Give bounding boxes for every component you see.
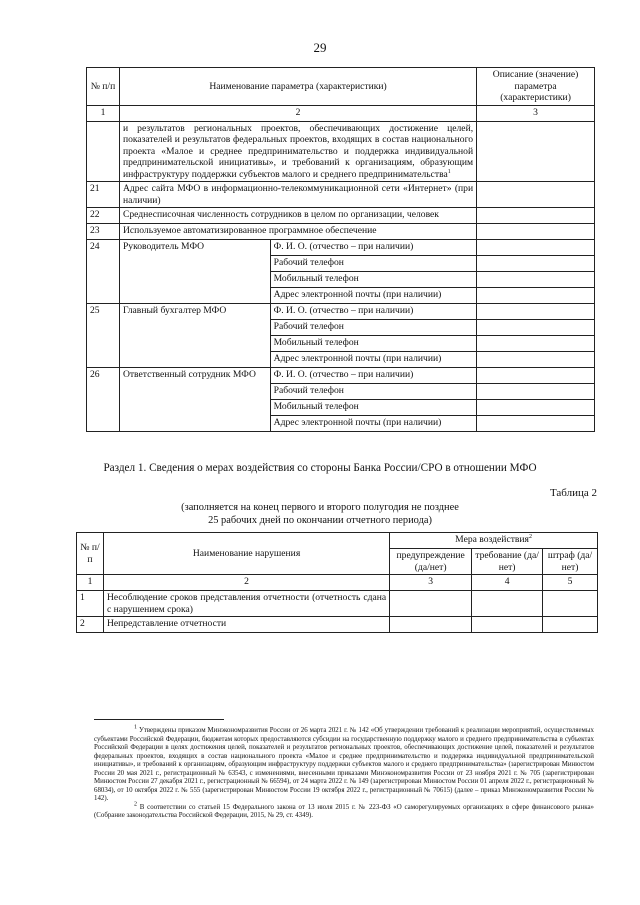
header-demand: требование (да/нет)	[472, 549, 543, 575]
value-cell	[477, 272, 595, 288]
field-cell: Ф. И. О. (отчество – при наличии)	[270, 368, 476, 384]
value-cell	[477, 416, 595, 432]
field-cell: Адрес электронной почты (при наличии)	[270, 416, 476, 432]
field-cell: Мобильный телефон	[270, 336, 476, 352]
table1-header-row	[87, 68, 595, 106]
continuation-text: и результатов региональных проектов, обеспечивающих достижение целей, показателей и результатов федеральных проектов, входящих в состав национального проекта «Малое и среднее предпринимательство и поддержка индивидуальной предпринимательской инициативы», и требований к организациям, образующим инфраструктуру поддержки субъектов малого и среднего предпринимательства	[122, 122, 474, 180]
header-warning: предупреждение (да/нет)	[390, 549, 472, 575]
header-name: Наименование параметра (характеристики)	[119, 68, 476, 106]
table2-index-row	[77, 575, 598, 591]
value-cell	[390, 591, 472, 617]
index-cell: 1	[77, 575, 104, 591]
param-cell: Адрес сайта МФО в информационно-телекоммуникационной сети «Интернет» (при наличии)	[119, 182, 476, 208]
violation-cell: Несоблюдение сроков представления отчетности (отчетность сдана с нарушением срока)	[103, 591, 389, 617]
value-cell	[390, 617, 472, 633]
field-cell: Рабочий телефон	[270, 384, 476, 400]
num-cell: 21	[87, 182, 120, 208]
index-cell: 1	[87, 105, 120, 121]
role-cell: Руководитель МФО	[119, 240, 270, 304]
value-cell	[477, 384, 595, 400]
field-cell: Рабочий телефон	[270, 256, 476, 272]
value-cell	[477, 240, 595, 256]
value-cell	[477, 336, 595, 352]
index-cell: 2	[103, 575, 389, 591]
value-cell	[477, 121, 595, 182]
num-cell: 24	[87, 240, 120, 304]
table2-header-row	[77, 533, 598, 549]
index-cell: 5	[543, 575, 598, 591]
param-cell: Среднесписочная численность сотрудников в целом по организации, человек	[119, 208, 476, 224]
header-num: № п/п	[77, 533, 104, 575]
continuation-cell	[119, 121, 476, 182]
table-row	[77, 617, 598, 633]
num-cell	[87, 121, 120, 182]
footnote	[94, 724, 594, 804]
table-row	[87, 208, 595, 224]
field-cell: Рабочий телефон	[270, 320, 476, 336]
role-cell: Главный бухгалтер МФО	[119, 304, 270, 368]
fill-note-line1: (заполняется на конец первого и второго полугодия не позднее	[181, 502, 459, 513]
field-cell: Мобильный телефон	[270, 400, 476, 416]
footnote-ref: 2	[528, 533, 532, 540]
table-row	[87, 368, 595, 384]
footnotes	[94, 724, 594, 821]
role-cell: Ответственный сотрудник МФО	[119, 368, 270, 432]
num-cell: 2	[77, 617, 104, 633]
footnote-number: 1	[134, 724, 137, 731]
violations-table	[76, 532, 598, 633]
index-cell: 3	[390, 575, 472, 591]
value-cell	[477, 352, 595, 368]
footnote-ref: 1	[447, 168, 451, 175]
table-row	[87, 224, 595, 240]
num-cell: 22	[87, 208, 120, 224]
field-cell: Мобильный телефон	[270, 272, 476, 288]
value-cell	[477, 320, 595, 336]
header-num: № п/п	[87, 68, 120, 106]
value-cell	[477, 256, 595, 272]
page-number: 29	[313, 40, 327, 55]
value-cell	[477, 208, 595, 224]
fill-note-line2: 25 рабочих дней по окончании отчетного периода)	[208, 515, 432, 526]
index-cell: 4	[472, 575, 543, 591]
footnote-number: 2	[134, 801, 137, 808]
header-fine: штраф (да/нет)	[543, 549, 598, 575]
table-row	[77, 591, 598, 617]
header-measure	[390, 533, 598, 549]
value-cell	[477, 400, 595, 416]
footnote-text: В соответствии со статьей 15 Федерального закона от 13 июля 2015 г. № 223-ФЗ «О саморегулируемых организациях в сфере финансового рынка» (Собрание законодательства Российской Федерации, 2015, № 29, ст. 4349).	[94, 803, 594, 819]
value-cell	[477, 368, 595, 384]
value-cell	[477, 288, 595, 304]
measure-label: Мера воздействия	[455, 534, 529, 545]
header-name: Наименование нарушения	[103, 533, 389, 575]
field-cell: Адрес электронной почты (при наличии)	[270, 288, 476, 304]
table-row	[87, 304, 595, 320]
header-desc: Описание (значение) параметра (характеристики)	[477, 68, 595, 106]
footnote-rule	[94, 719, 224, 720]
table1-continuation-row	[87, 121, 595, 182]
field-cell: Ф. И. О. (отчество – при наличии)	[270, 240, 476, 256]
value-cell	[477, 304, 595, 320]
table2-label: Таблица 2	[549, 487, 597, 499]
value-cell	[477, 224, 595, 240]
field-cell: Адрес электронной почты (при наличии)	[270, 352, 476, 368]
table-row	[87, 240, 595, 256]
index-cell: 3	[477, 105, 595, 121]
num-cell: 26	[87, 368, 120, 432]
parameters-table	[86, 67, 595, 432]
field-cell: Ф. И. О. (отчество – при наличии)	[270, 304, 476, 320]
value-cell	[477, 182, 595, 208]
table1-index-row	[87, 105, 595, 121]
num-cell: 1	[77, 591, 104, 617]
index-cell: 2	[119, 105, 476, 121]
footnote	[94, 801, 594, 821]
param-cell: Используемое автоматизированное программное обеспечение	[119, 224, 476, 240]
footnote-text: Утверждены приказом Минэкономразвития России от 26 марта 2021 г. № 142 «Об утверждении требований к реализации мероприятий, осуществляемых субъектами Российской Федерации, бюджетам которых предоставляются субсидии на государственную поддержку малого и среднего предпринимательства в субъектах Российской Федерации в целях достижения целей, показателей и результатов региональных проектов, обеспечивающих достижение целей, показателей и результатов федеральных проектов, входящих в состав национального проекта «Малое и среднее предпринимательство и поддержка индивидуальной предпринимательской инициативы», и требований к организациям, образующим инфраструктуру поддержки субъектов малого и среднего предпринимательства» (зарегистрирован Минюстом России 20 мая 2021 г., регистрационный № 63543, с изменениями, внесенными приказами Минэкономразвития России от 23 ноября 2021 г. № 705 (зарегистрирован Минюстом России 27 декабря 2021 г., регистрационный № 66594), от 24 марта 2022 г. № 149 (зарегистрирован Минюстом России 01 апреля 2022 г., регистрационный № 68034), от 10 октября 2022 г. № 555 (зарегистрирован Минюстом России 19 октября 2022 г., регистрационный № 70615) (далее – приказ Минэкономразвития России № 142).	[94, 727, 594, 802]
violation-cell: Непредставление отчетности	[103, 617, 389, 633]
section-title: Раздел 1. Сведения о мерах воздействия со стороны Банка России/СРО в отношении МФО	[103, 462, 537, 474]
num-cell: 25	[87, 304, 120, 368]
fill-note	[0, 501, 640, 527]
value-cell	[472, 617, 543, 633]
value-cell	[543, 591, 598, 617]
value-cell	[543, 617, 598, 633]
table-row	[87, 182, 595, 208]
num-cell: 23	[87, 224, 120, 240]
value-cell	[472, 591, 543, 617]
